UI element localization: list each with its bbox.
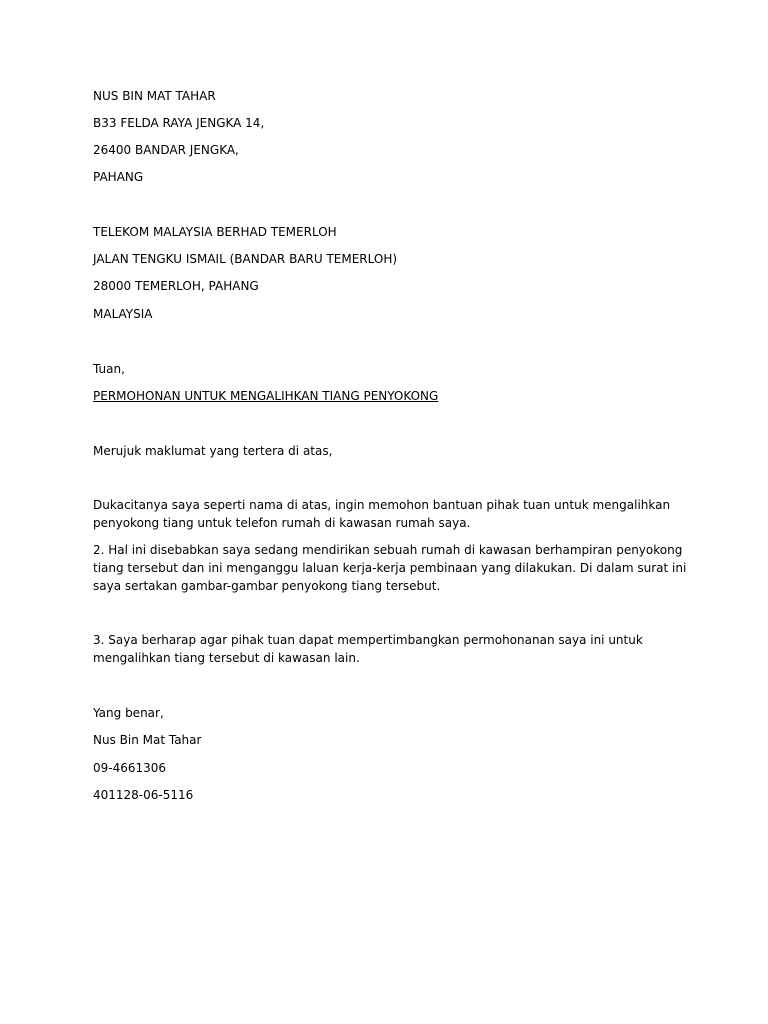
- valediction: Yang benar,: [93, 706, 164, 720]
- paragraph-line: 3. Saya berharap agar pihak tuan dapat mempertimbangkan permohonanan saya ini untuk: [93, 633, 643, 647]
- paragraph-line: 2. Hal ini disebabkan saya sedang mendirikan sebuah rumah di kawasan berhampiran penyokong: [93, 543, 683, 557]
- opening-line: Merujuk maklumat yang tertera di atas,: [93, 444, 333, 458]
- paragraph-line: Dukacitanya saya seperti nama di atas, ingin memohon bantuan pihak tuan untuk mengalihkan: [93, 498, 671, 512]
- paragraph-line: penyokong tiang untuk telefon rumah di kawasan rumah saya.: [93, 516, 471, 530]
- body-paragraph-2: [93, 541, 693, 595]
- sender-address-line3: PAHANG: [93, 170, 144, 184]
- sender-address-line1: B33 FELDA RAYA JENGKA 14,: [93, 116, 265, 130]
- sender-name: NUS BIN MAT TAHAR: [93, 89, 216, 103]
- paragraph-line: saya sertakan gambar-gambar penyokong tiang tersebut.: [93, 579, 441, 593]
- recipient-address-line1: JALAN TENGKU ISMAIL (BANDAR BARU TEMERLOH): [93, 252, 398, 266]
- sender-address-line2: 26400 BANDAR JENGKA,: [93, 143, 239, 157]
- salutation: Tuan,: [93, 362, 125, 376]
- letter-subject: PERMOHONAN UNTUK MENGALIHKAN TIANG PENYOKONG: [93, 389, 439, 403]
- body-paragraph-1: [93, 496, 693, 532]
- body-paragraph-3: [93, 631, 693, 667]
- recipient-name: TELEKOM MALAYSIA BERHAD TEMERLOH: [93, 225, 337, 239]
- signatory-name: Nus Bin Mat Tahar: [93, 733, 202, 747]
- signatory-ic-number: 401128-06-5116: [93, 788, 194, 802]
- paragraph-line: tiang tersebut dan ini menganggu laluan kerja-kerja pembinaan yang dilakukan. Di dalam surat ini: [93, 561, 687, 575]
- paragraph-line: mengalihkan tiang tersebut di kawasan lain.: [93, 651, 360, 665]
- signatory-phone: 09-4661306: [93, 761, 167, 775]
- recipient-address-line3: MALAYSIA: [93, 307, 153, 321]
- recipient-address-line2: 28000 TEMERLOH, PAHANG: [93, 279, 259, 293]
